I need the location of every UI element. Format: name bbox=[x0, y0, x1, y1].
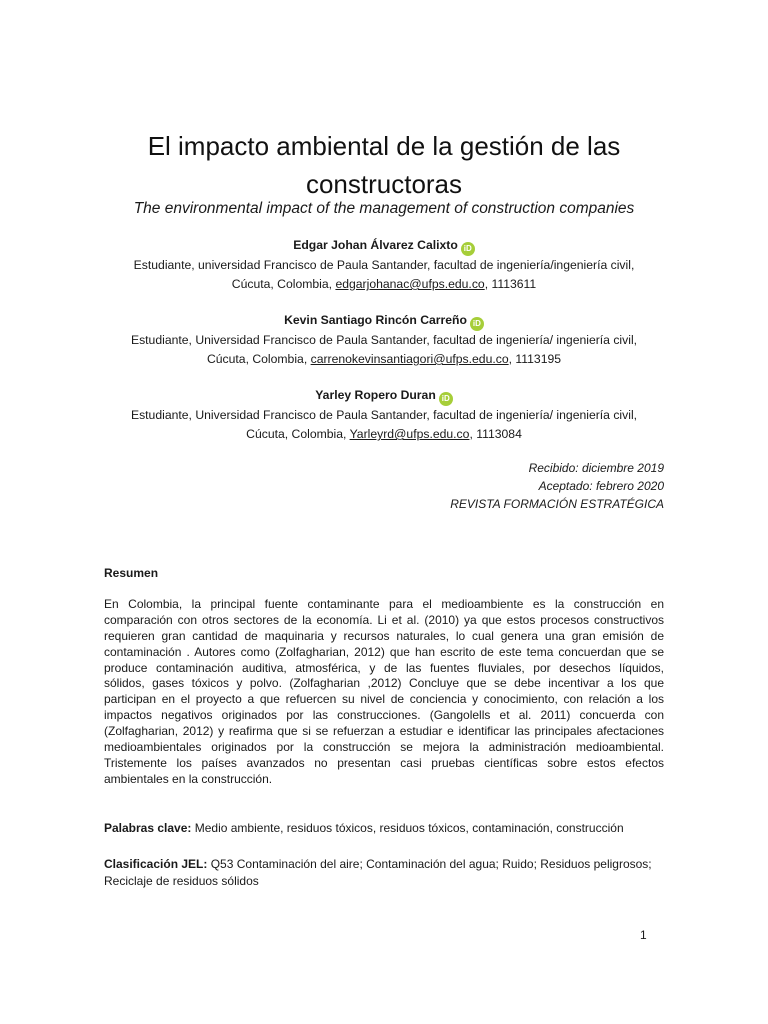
author-id-1: , 1113611 bbox=[484, 277, 537, 291]
abstract-line: ambientales en la construcción. bbox=[104, 771, 273, 786]
author-location-3: Cúcuta, Colombia, bbox=[246, 427, 350, 441]
author-name-1: Edgar Johan Álvarez Calixto bbox=[293, 238, 458, 252]
accepted-date: Aceptado: febrero 2020 bbox=[538, 479, 664, 493]
page-number: 1 bbox=[640, 928, 647, 942]
author-affiliation-1-line-2 bbox=[84, 275, 684, 294]
abstract-line: contaminación . Autores como (Zolfagharian, 2012) que han escrito de este tema concuerdan que se bbox=[104, 644, 664, 659]
abstract-line: requieren gran cantidad de maquinaria y recursos naturales, lo cual genera una gran emisión de bbox=[104, 628, 664, 643]
abstract-line: Tristemente los países avanzados no presentan casi pruebas científicas sobre estos efectos bbox=[104, 755, 664, 770]
jel-line-1 bbox=[104, 856, 684, 873]
author-email-link-1[interactable]: edgarjohanac@ufps.edu.co bbox=[335, 277, 485, 291]
paper-subtitle: The environmental impact of the management of construction companies bbox=[133, 200, 635, 217]
jel-text-2: Reciclaje de residuos sólidos bbox=[104, 874, 259, 888]
author-id-3: , 1113084 bbox=[469, 427, 522, 441]
abstract-line: participan en el proyecto a que refuercen su nivel de conciencia y conocimiento, con relación a los bbox=[104, 692, 664, 707]
orcid-icon[interactable]: iD bbox=[470, 317, 484, 331]
abstract-line: medioambientales originados por la construcción se mejora la administración medioambiental. bbox=[104, 740, 664, 755]
journal-name: REVISTA FORMACIÓN ESTRATÉGICA bbox=[450, 497, 664, 511]
keywords-text: Medio ambiente, residuos tóxicos, residuos tóxicos, contaminación, construcción bbox=[191, 821, 624, 835]
orcid-icon[interactable]: iD bbox=[439, 392, 453, 406]
abstract-line: (Zolfagharian, 2012) y reafirma que si se refuerzan a estudiar e identificar las principales afectaciones bbox=[104, 724, 664, 739]
abstract-line: En Colombia, la principal fuente contaminante para el medioambiente es la construcción en bbox=[104, 597, 664, 611]
author-block-3 bbox=[84, 386, 684, 444]
author-affiliation-3-line-2 bbox=[84, 425, 684, 444]
author-location-1: Cúcuta, Colombia, bbox=[231, 277, 336, 291]
author-id-2: , 1113195 bbox=[508, 352, 562, 366]
jel-label: Clasificación JEL: bbox=[104, 857, 208, 871]
author-affiliation-2-line-1: Estudiante, Universidad Francisco de Paula Santander, facultad de ingeniería/ ingeniería civil, bbox=[130, 333, 638, 347]
abstract-line: impactos negativos originados por las construcciones. (Gangolells et al. 2011) concuerda con bbox=[104, 708, 664, 723]
abstract-heading: Resumen bbox=[104, 566, 159, 580]
keywords-label: Palabras clave: bbox=[104, 821, 192, 835]
abstract-body bbox=[104, 597, 664, 788]
abstract-line: produce contaminación auditiva, atmosférica, y de las fuentes fluviales, por desechos líquidos, bbox=[104, 660, 664, 675]
received-date: Recibido: diciembre 2019 bbox=[528, 461, 664, 475]
author-name-2: Kevin Santiago Rincón Carreño bbox=[284, 313, 467, 327]
author-affiliation-3-line-1: Estudiante, Universidad Francisco de Paula Santander, facultad de ingeniería/ ingeniería civil, bbox=[130, 408, 638, 422]
paper-title-line-1: El impacto ambiental de la gestión de las bbox=[147, 131, 621, 162]
keywords bbox=[104, 820, 684, 836]
author-location-2: Cúcuta, Colombia, bbox=[206, 352, 311, 366]
author-block-1 bbox=[84, 236, 684, 294]
jel-text-1: Q53 Contaminación del aire; Contaminación del agua; Ruido; Residuos peligrosos; bbox=[207, 857, 652, 871]
author-affiliation-2-line-2 bbox=[84, 350, 684, 369]
jel-classification bbox=[104, 856, 684, 890]
abstract-line: sólidos, gases tóxicos y polvo. (Zolfagharian ,2012) Concluye que se debe incentivar a los que bbox=[104, 676, 664, 691]
paper-title bbox=[64, 127, 704, 203]
orcid-icon[interactable]: iD bbox=[461, 242, 475, 256]
publication-dates bbox=[450, 459, 664, 513]
author-name-3: Yarley Ropero Duran bbox=[315, 388, 436, 402]
author-email-link-2[interactable]: carrenokevinsantiagori@ufps.edu.co bbox=[310, 352, 509, 366]
author-block-2 bbox=[84, 311, 684, 369]
author-email-link-3[interactable]: Yarleyrd@ufps.edu.co bbox=[349, 427, 470, 441]
abstract-line: comparación con otros sectores de la economía. Li et al. (2010) ya que estos procesos constructivos bbox=[104, 612, 664, 627]
author-affiliation-1-line-1: Estudiante, universidad Francisco de Paula Santander, facultad de ingeniería/ingeniería civil, bbox=[133, 258, 635, 272]
paper-title-line-2: constructoras bbox=[305, 169, 463, 200]
